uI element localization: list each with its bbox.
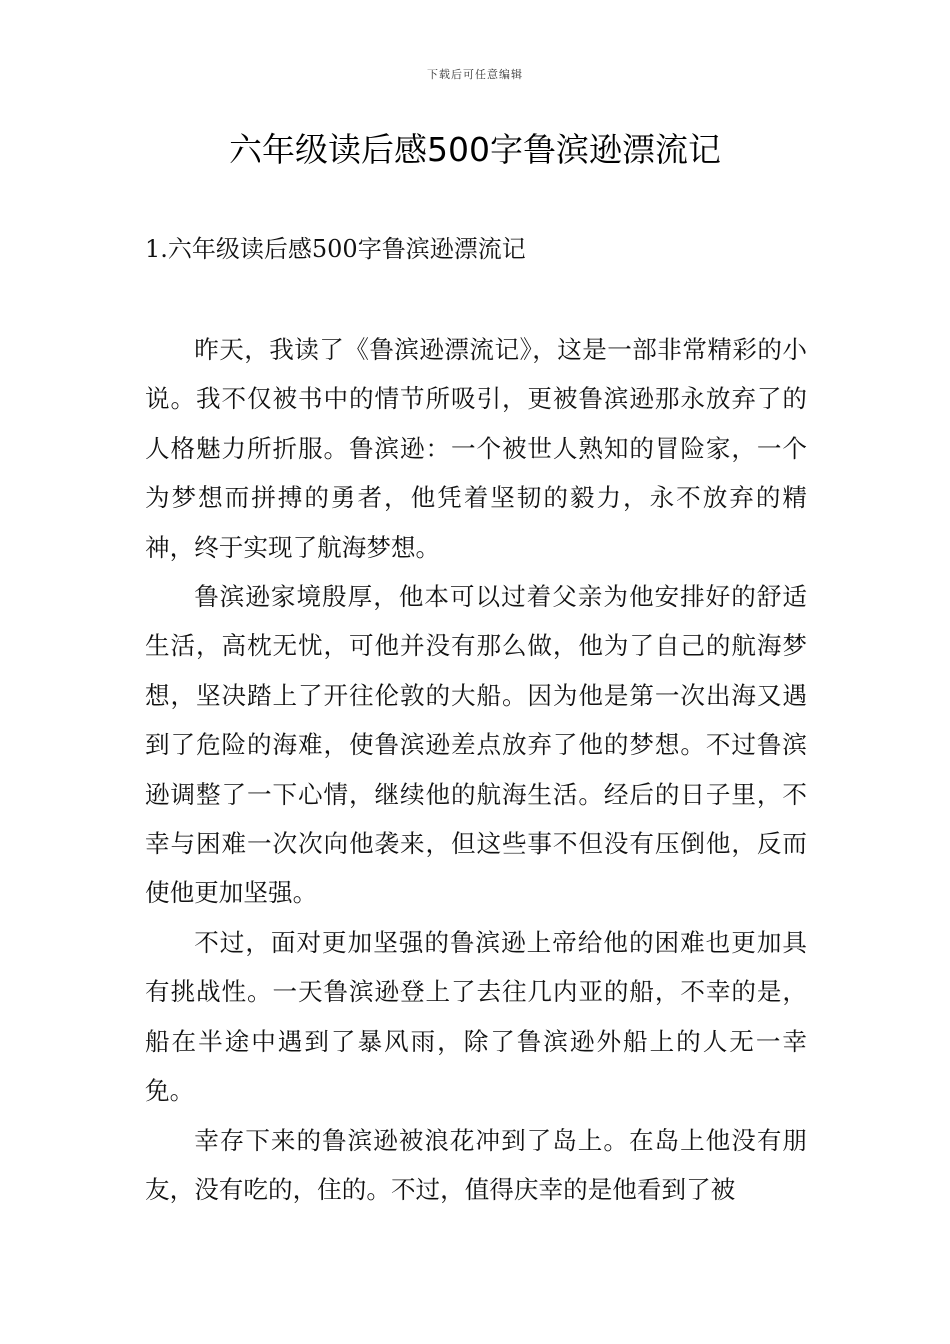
- paragraph-1: 昨天，我读了《鲁滨逊漂流记》，这是一部非常精彩的小说。我不仅被书中的情节所吸引，更被鲁滨逊那永放弃了的人格魅力所折服。鲁滨逊：一个被世人熟知的冒险家，一个为梦想而拼搏的勇者，他凭着坚韧的毅力，永不放弃的精神，终于实现了航海梦想。: [145, 335, 807, 562]
- header-note: 下载后可任意编辑: [427, 68, 523, 81]
- paragraph-3: 不过，面对更加坚强的鲁滨逊上帝给他的困难也更加具有挑战性。一天鲁滨逊登上了去往几内亚的船，不幸的是，船在半途中遇到了暴风雨，除了鲁滨逊外船上的人无一幸免。: [145, 927, 807, 1106]
- paragraph-4: 幸存下来的鲁滨逊被浪花冲到了岛上。在岛上他没有朋友，没有吃的，住的。不过，值得庆幸的是他看到了被: [145, 1125, 807, 1204]
- document-title: 六年级读后感500字鲁滨逊漂流记: [229, 130, 721, 169]
- body-text: [145, 325, 807, 1214]
- section-heading: 1.六年级读后感500字鲁滨逊漂流记: [145, 235, 526, 263]
- paragraph-2: 鲁滨逊家境殷厚，他本可以过着父亲为他安排好的舒适生活，高枕无忧，可他并没有那么做，他为了自己的航海梦想，坚决踏上了开往伦敦的大船。因为他是第一次出海又遇到了危险的海难，使鲁滨逊差点放弃了他的梦想。不过鲁滨逊调整了一下心情，继续他的航海生活。经后的日子里，不幸与困难一次次向他袭来，但这些事不但没有压倒他，反而使他更加坚强。: [145, 582, 807, 908]
